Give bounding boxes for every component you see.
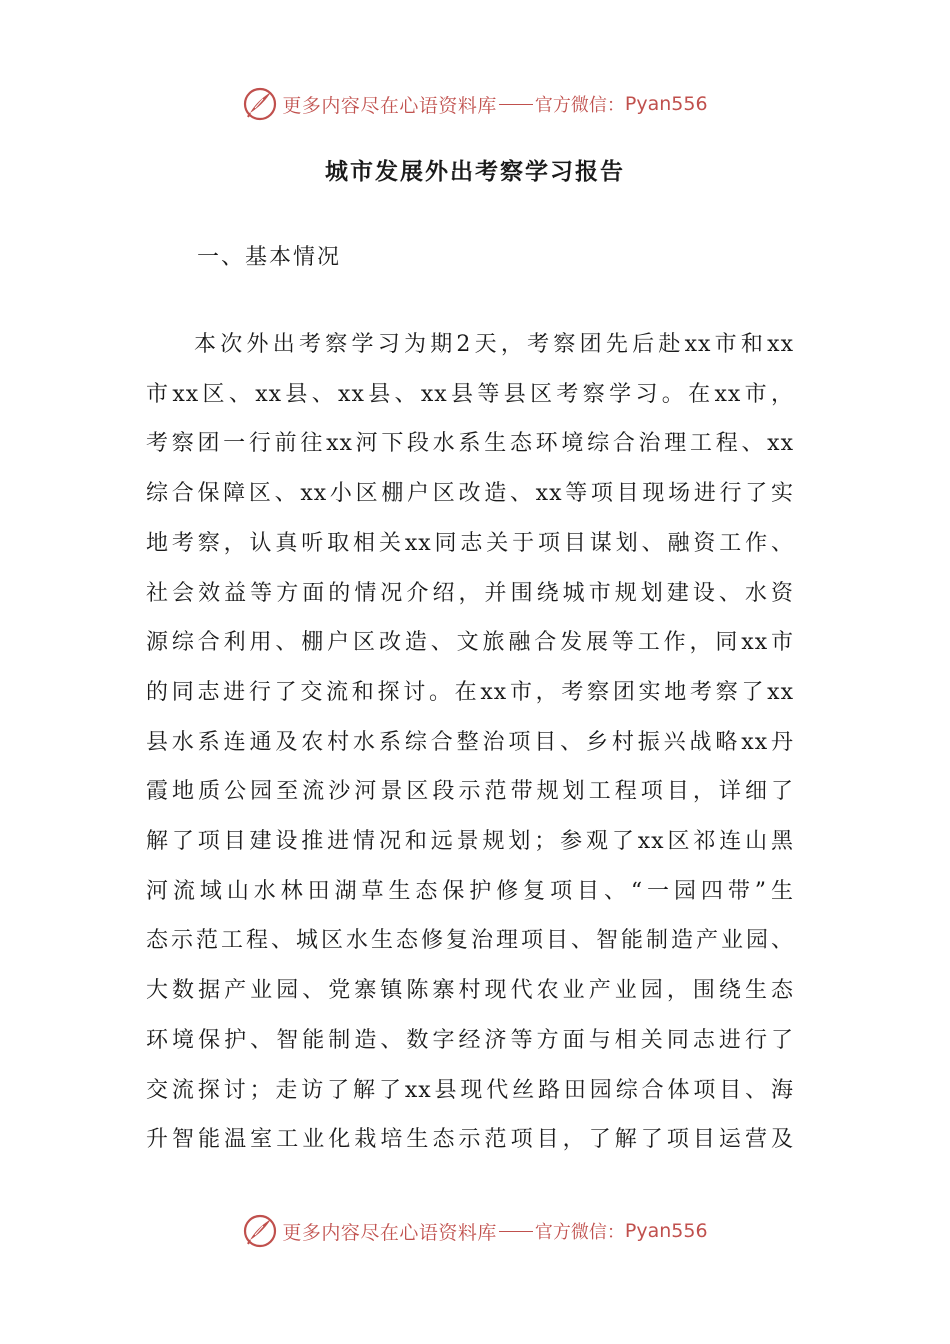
watermark-wechat-id: Pyan556 xyxy=(624,1220,708,1242)
watermark-wechat-label: 官方微信： xyxy=(534,1222,625,1243)
footer-watermark xyxy=(0,1211,950,1251)
section-heading: 一、基本情况 xyxy=(197,245,342,270)
paragraph-line: 交流探讨；走访了解了xx县现代丝路田园综合体项目、海 xyxy=(146,1077,794,1103)
header-watermark xyxy=(0,84,950,124)
paragraph-line: 河流域山水林田湖草生态保护修复项目、“一园四带”生 xyxy=(146,878,794,904)
paragraph-line: 综合保障区、xx小区棚户区改造、xx等项目现场进行了实 xyxy=(146,481,794,507)
watermark-dash xyxy=(499,1231,533,1232)
paragraph-line: 的同志进行了交流和探讨。在xx市，考察团实地考察了xx xyxy=(146,679,794,705)
watermark-main-text: 更多内容尽在心语资料库 xyxy=(282,94,497,117)
paragraph-line: 县水系连通及农村水系综合整治项目、乡村振兴战略xx丹 xyxy=(146,729,794,755)
paragraph-line: 市xx区、xx县、xx县、xx县等县区考察学习。在xx市， xyxy=(146,381,794,407)
paragraph-line: 霞地质公园至流沙河景区段示范带规划工程项目，详细了 xyxy=(146,779,794,805)
paragraph-line: 态示范工程、城区水生态修复治理项目、智能制造产业园、 xyxy=(146,928,794,954)
paragraph-line: 本次外出考察学习为期2天，考察团先后赴xx市和xx xyxy=(194,332,794,357)
body-paragraph xyxy=(146,320,794,1165)
paragraph-line: 环境保护、智能制造、数字经济等方面与相关同志进行了 xyxy=(146,1027,794,1053)
paragraph-line: 升智能温室工业化栽培生态示范项目，了解了项目运营及 xyxy=(146,1127,794,1153)
quill-pen-logo-icon xyxy=(242,86,278,122)
watermark-wechat-label: 官方微信： xyxy=(534,95,625,116)
paragraph-line: 考察团一行前往xx河下段水系生态环境综合治理工程、xx xyxy=(146,431,794,457)
paragraph-line: 解了项目建设推进情况和远景规划；参观了xx区祁连山黑 xyxy=(146,829,794,855)
paragraph-line: 地考察，认真听取相关xx同志关于项目谋划、融资工作、 xyxy=(146,530,794,556)
paragraph-line: 大数据产业园、党寨镇陈寨村现代农业产业园，围绕生态 xyxy=(146,978,794,1004)
watermark-main-text: 更多内容尽在心语资料库 xyxy=(282,1221,497,1244)
quill-pen-logo-icon xyxy=(242,1213,278,1249)
paragraph-line: 源综合利用、棚户区改造、文旅融合发展等工作，同xx市 xyxy=(146,630,794,656)
document-title: 城市发展外出考察学习报告 xyxy=(325,158,625,185)
paragraph-line: 社会效益等方面的情况介绍，并围绕城市规划建设、水资 xyxy=(146,580,794,606)
watermark-wechat-id: Pyan556 xyxy=(624,93,708,115)
watermark-dash xyxy=(499,104,533,105)
